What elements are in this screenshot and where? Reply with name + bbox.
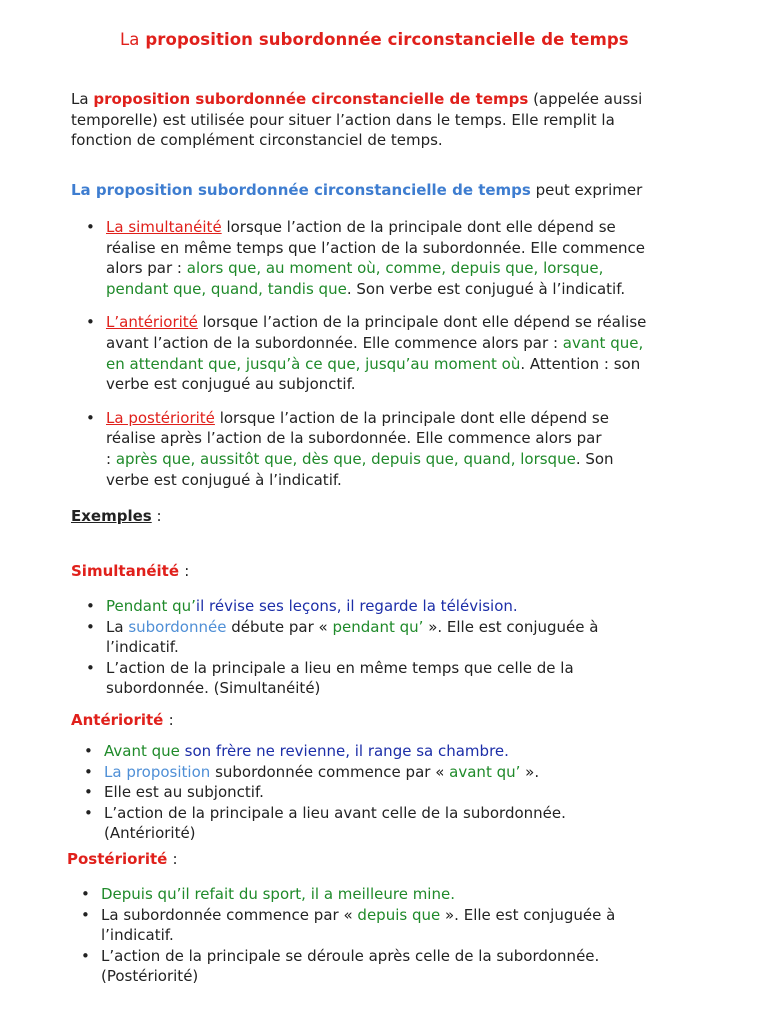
example-conjunction: depuis que (357, 905, 441, 924)
bullet-conjunctions: en attendant que, jusqu’à ce que, jusqu’au moment où (106, 354, 521, 373)
example-sentence: il révise ses leçons, il regarde la télévision. (195, 597, 518, 615)
example-text: • L’action de la principale a lieu en même temps que celle de la (106, 658, 574, 677)
title-first-word: La (120, 30, 140, 49)
example-conjunction: pendant qu’ (332, 617, 424, 636)
page-title (120, 30, 629, 49)
list-item (101, 946, 721, 987)
bullet-text: verbe est conjugué à l’indicatif. (106, 470, 342, 489)
example-text: l’indicatif. (101, 926, 174, 945)
intro-line1-tail: (appelée aussi (533, 90, 643, 108)
list-item (104, 803, 724, 844)
list-item (106, 658, 706, 699)
bullet-term: L’antériorité (106, 313, 198, 332)
list-item (101, 884, 721, 905)
list-item (106, 617, 706, 658)
example-sentence: il refait du sport, il a meilleure mine. (181, 885, 455, 903)
express-tail: peut exprimer (535, 181, 643, 199)
example-text: (Antériorité) (104, 824, 196, 843)
examples-label: Exemples (71, 507, 152, 525)
bullet-text: avant l’action de la subordonnée. Elle commence alors par : (106, 333, 558, 352)
intro-paragraph (71, 89, 751, 151)
example-conjunction: Depuis qu’ (101, 885, 182, 903)
list-item (104, 762, 724, 783)
example-sentence: son frère ne revienne, il range sa chambre. (184, 742, 509, 760)
bullet-text: réalise après l’action de la subordonnée. Elle commence alors par (106, 429, 602, 448)
example-text: La (106, 617, 124, 636)
example-text: débute par « (231, 617, 328, 636)
example-highlight: La proposition (104, 762, 211, 781)
bullet-term: La postériorité (106, 408, 215, 427)
bullet-text: alors par : (106, 259, 182, 278)
anteriorite-heading (71, 711, 174, 729)
example-text: • L’action de la principale a lieu avant celle de la subordonnée. (104, 803, 566, 822)
bullet-conjunctions: avant que, (562, 333, 644, 352)
section-colon: : (168, 711, 174, 729)
section-label: Postériorité (67, 850, 168, 868)
intro-line3: fonction de complément circonstanciel de temps. (71, 131, 443, 150)
intro-line2: temporelle) est utilisée pour situer l’action dans le temps. Elle remplit la (71, 110, 615, 129)
section-label: Antériorité (71, 711, 164, 729)
section-colon: : (184, 562, 190, 580)
bullet-text: : (106, 449, 112, 468)
bullet-text: lorsque l’action de la principale dont elle dépend se réalise (202, 313, 647, 332)
example-text: ». (525, 762, 540, 781)
example-text: subordonnée. (Simultanéité) (106, 679, 321, 698)
simultaneite-list (106, 596, 706, 699)
bullet-conjunctions: pendant que, quand, tandis que (106, 279, 347, 298)
bullet-text: . Son verbe est conjugué à l’indicatif. (346, 279, 626, 298)
bullet-text: lorsque l’action de la principale dont elle dépend se (226, 218, 616, 236)
example-text: subordonnée commence par « (215, 762, 445, 781)
example-text: ». Elle est conjuguée à (428, 617, 599, 636)
example-text: l’indicatif. (106, 638, 179, 657)
bullets-list (106, 217, 706, 490)
express-highlight: La proposition subordonnée circonstancielle de temps (71, 181, 531, 199)
example-text: Elle est au subjonctif. (104, 783, 264, 802)
title-rest: proposition subordonnée circonstancielle de temps (145, 30, 629, 49)
express-line (71, 180, 642, 201)
list-item (106, 408, 706, 490)
example-text: (Postériorité) (101, 967, 199, 986)
bullet-conjunctions: après que, aussitôt que, dès que, depuis que, quand, lorsque (115, 449, 576, 468)
bullet-text: verbe est conjugué au subjonctif. (106, 375, 356, 394)
example-text: La subordonnée commence par « (101, 905, 353, 924)
examples-heading (71, 507, 162, 525)
list-item (106, 596, 706, 617)
bullet-text: réalise en même temps que l’action de la subordonnée. Elle commence (106, 238, 646, 257)
list-item (104, 741, 724, 762)
example-text: ». Elle est conjuguée à (445, 905, 616, 924)
examples-colon: : (156, 507, 162, 525)
example-text: • L’action de la principale se déroule après celle de la subordonnée. (101, 946, 600, 965)
section-label: Simultanéité (71, 562, 180, 580)
anteriorite-list (104, 741, 724, 844)
example-conjunction: Pendant qu’ (106, 597, 196, 615)
list-item (101, 905, 721, 946)
intro-prefix: La (71, 90, 89, 108)
intro-highlight: proposition subordonnée circonstancielle de temps (93, 90, 529, 108)
list-item (104, 782, 724, 803)
simultaneite-heading (71, 562, 189, 580)
bullet-text: . Attention : son (520, 354, 641, 373)
bullet-conjunctions: alors que, au moment où, comme, depuis que, lorsque, (186, 259, 604, 278)
posteriorite-list (101, 884, 721, 987)
posteriorite-heading (67, 850, 178, 868)
bullet-text: lorsque l’action de la principale dont elle dépend se (219, 408, 609, 427)
bullet-text: . Son (575, 449, 614, 468)
section-colon: : (172, 850, 178, 868)
bullet-term: La simultanéité (106, 218, 222, 236)
example-conjunction: Avant que (104, 742, 180, 760)
example-highlight: subordonnée (128, 617, 227, 636)
example-conjunction: avant qu’ (449, 762, 521, 781)
list-item (106, 217, 706, 299)
list-item (106, 312, 706, 394)
